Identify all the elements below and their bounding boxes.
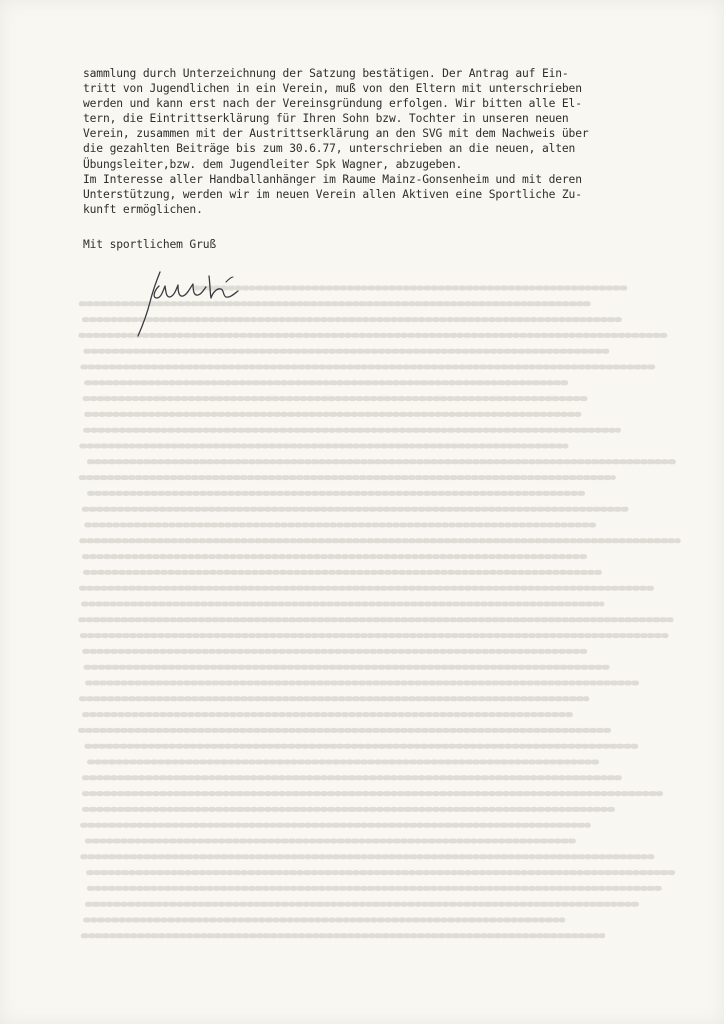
letter-line: sammlung durch Unterzeichnung der Satzung bestätigen. Der Antrag auf Ein- (83, 67, 569, 80)
letter-line: Verein, zusammen mit der Austrittserklärung an den SVG mit dem Nachweis über (83, 127, 589, 141)
handwritten-signature (130, 258, 270, 338)
letter-body (83, 66, 693, 217)
letter-line: kunft ermöglichen. (83, 202, 203, 216)
letter-line: Im Interesse aller Handballanhänger im Raume Mainz-Gonsenheim und mit deren (83, 172, 582, 186)
closing-salutation: Mit sportlichem Gruß (83, 238, 217, 251)
letter-line: Unterstützung, werden wir im neuen Verein allen Aktiven eine Sportliche Zu- (83, 187, 582, 201)
letter-line: Übungsleiter,bzw. dem Jugendleiter Spk Wagner, abzugeben. (83, 157, 463, 171)
letter-line: werden und kann erst nach der Vereinsgründung erfolgen. Wir bitten alle El- (83, 97, 582, 111)
letter-line: tern, die Eintrittserklärung für Ihren Sohn bzw. Tochter in unseren neuen (83, 112, 569, 126)
letter-line: tritt von Jugendlichen in ein Verein, muß von den Eltern mit unterschrieben (83, 82, 582, 96)
letter-line: die gezahlten Beiträge bis zum 30.6.77, unterschrieben an die neuen, alten (83, 142, 576, 156)
reverse-side-bleed-through (40, 280, 690, 960)
